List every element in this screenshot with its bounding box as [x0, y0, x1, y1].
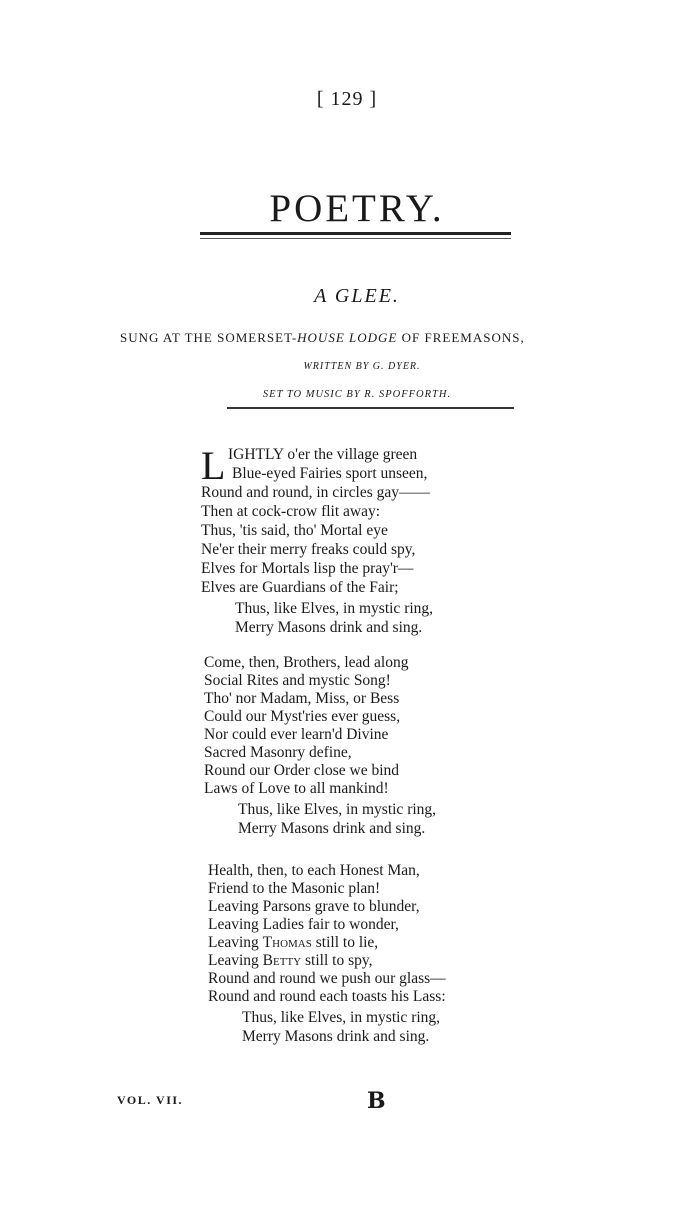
poem-line: Social Rites and mystic Song! [204, 672, 391, 689]
poem-line: Leaving Parsons grave to blunder, [208, 898, 420, 915]
refrain-line: Merry Masons drink and sing. [238, 820, 426, 837]
poem-line: Round and round, in circles gay—— [201, 484, 431, 501]
composer-credit: SET TO MUSIC BY R. SPOFFORTH. [262, 389, 452, 400]
poem-line-betty [208, 952, 372, 970]
page-number: [ 129 ] [316, 88, 378, 110]
poem-line: Then at cock-crow flit away: [201, 503, 381, 520]
poem-line: Come, then, Brothers, lead along [204, 654, 409, 671]
poem-line: Sacred Masonry define, [204, 744, 352, 761]
stanza-3 [208, 862, 508, 1062]
stanza-1 [201, 443, 501, 636]
poem-line: Laws of Love to all mankind! [204, 780, 389, 797]
composer-rule [227, 407, 514, 409]
refrain-line: Thus, like Elves, in mystic ring, [238, 801, 437, 818]
poem-line: Round and round each toasts his Lass: [208, 988, 446, 1005]
refrain-line: Merry Masons drink and sing. [242, 1028, 430, 1045]
title-rule-thin [200, 238, 511, 239]
poem-line-thomas [208, 934, 378, 952]
thomas-suffix: still to lie, [311, 934, 379, 951]
poem-line: Could our Myst'ries ever guess, [204, 708, 401, 725]
signature-mark: B [367, 1088, 386, 1114]
thomas-prefix: Leaving [208, 934, 263, 951]
poem-line: Health, then, to each Honest Man, [208, 862, 420, 879]
glee-title: A GLEE. [314, 285, 400, 307]
drop-cap: L [201, 443, 226, 488]
poem-line: Nor could ever learn'd Divine [204, 726, 389, 743]
poem-line: Round our Order close we bind [204, 762, 399, 779]
betty-suffix: still to spy, [301, 952, 373, 969]
stanza-2 [204, 654, 504, 844]
refrain-line: Thus, like Elves, in mystic ring, [242, 1009, 441, 1026]
poem-line: Leaving Ladies fair to wonder, [208, 916, 399, 933]
poem-line: Round and round we push our glass— [208, 970, 446, 987]
volume-label: VOL. VII. [117, 1093, 184, 1107]
subtitle-part2: HOUSE LODGE [297, 330, 398, 345]
section-title: POETRY. [269, 187, 445, 230]
poem-line: Thus, 'tis said, tho' Mortal eye [201, 522, 388, 539]
subtitle-part1: SUNG AT THE SOMERSET- [120, 330, 298, 345]
poem-line: IGHTLY o'er the village green [228, 446, 418, 463]
subtitle-part3: OF FREEMASONS, [397, 330, 525, 345]
title-rule [200, 232, 511, 235]
thomas-name: Thomas [262, 934, 312, 951]
refrain-line: Merry Masons drink and sing. [235, 619, 423, 636]
poem-line: Elves are Guardians of the Fair; [201, 579, 399, 596]
refrain-line: Thus, like Elves, in mystic ring, [235, 600, 434, 617]
betty-prefix: Leaving [208, 952, 263, 969]
poem-line: Ne'er their merry freaks could spy, [201, 541, 416, 558]
poem-line: Friend to the Masonic plan! [208, 880, 381, 897]
poem-line: Blue-eyed Fairies sport unseen, [232, 465, 428, 482]
poem-line: Elves for Mortals lisp the pray'r— [201, 560, 414, 577]
subtitle [120, 330, 525, 346]
poem-line: Tho' nor Madam, Miss, or Bess [204, 690, 400, 707]
betty-name: Betty [262, 952, 302, 969]
writer-credit: WRITTEN BY G. DYER. [303, 361, 421, 372]
